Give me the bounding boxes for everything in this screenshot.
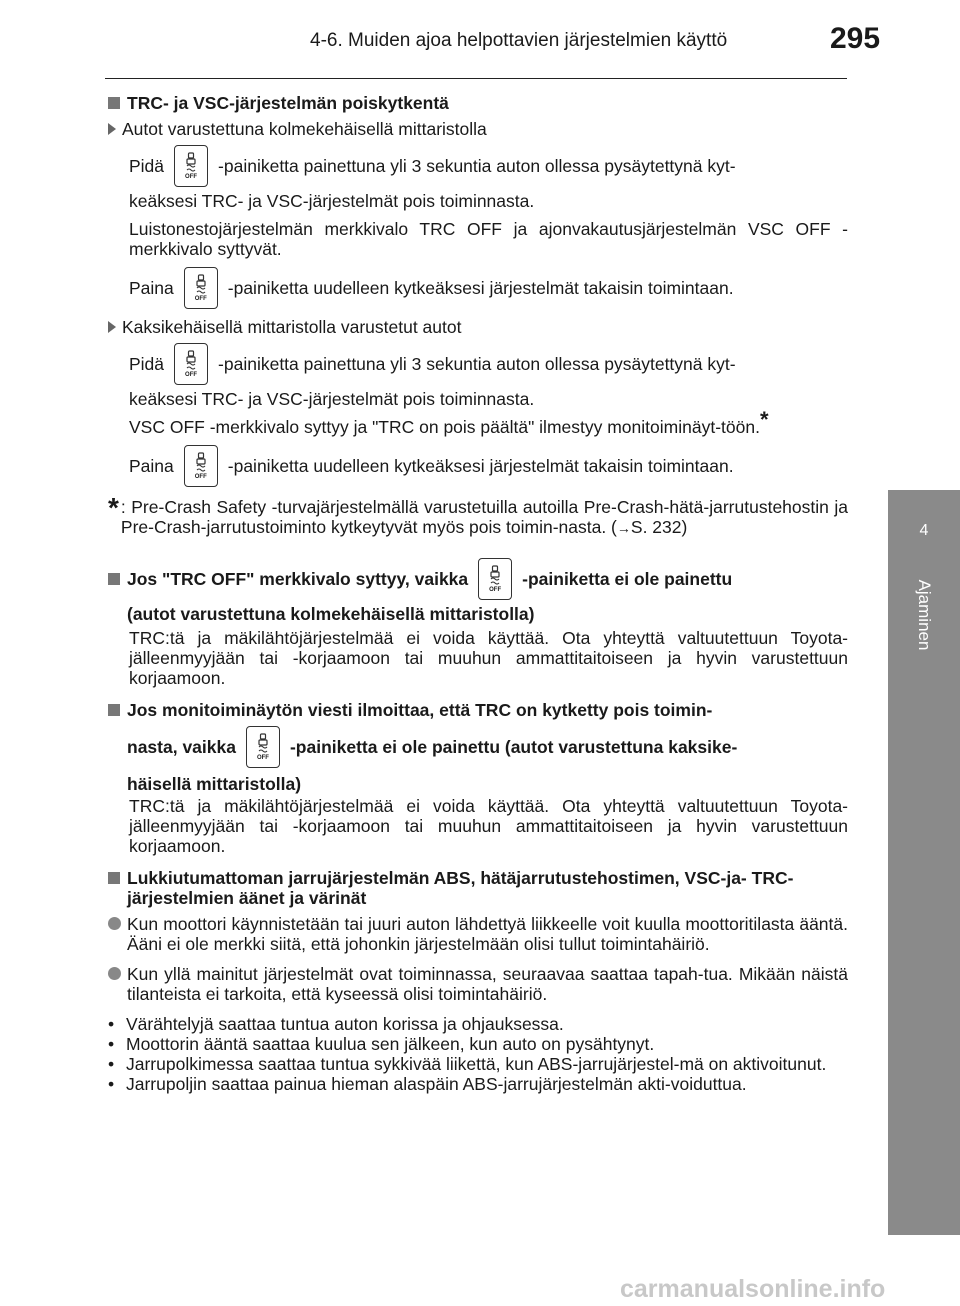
sub-heading-text: Kaksikehäisellä mittaristolla varustetut autot — [122, 317, 462, 337]
page-number: 295 — [830, 22, 881, 55]
list-item-text: Värähtelyjä saattaa tuntua auton korissa ja ohjauksessa. — [126, 1014, 564, 1034]
section-heading-continued: häisellä mittaristolla) — [127, 774, 302, 794]
header-title: 4-6. Muiden ajoa helpottavien järjestelmien käyttö — [310, 30, 728, 51]
bullet-text: Kun yllä mainitut järjestelmät ovat toiminnassa, seuraavaa saattaa tapah-tua. Mikään näistä tilanteista ei tarkoita, että kyseessä olisi toimintahäiriö. — [127, 964, 848, 1004]
indicator-description-text: VSC OFF -merkkivalo syttyy ja "TRC on pois päältä" ilmestyy monitoiminäyt-töön. — [129, 417, 760, 437]
section-heading-text: nasta, vaikka — [127, 737, 236, 757]
off-label: OFF — [185, 173, 198, 180]
list-item-text: Moottorin ääntä saattaa kuulua sen jälkeen, kun auto on pysähtynyt. — [126, 1034, 655, 1054]
instruction-line — [129, 145, 848, 187]
instruction-text: Pidä — [129, 354, 165, 374]
list-item-text: Jarrupolkimessa saattaa tuntua sykkivää liikettä, kun ABS-jarrujärjestel-mä on aktivoitunut. — [126, 1054, 827, 1074]
off-label: OFF — [194, 473, 207, 480]
footnote — [108, 492, 848, 538]
instruction-text: Pidä — [129, 156, 165, 176]
section-heading-text: Jos "TRC OFF" merkkivalo syttyy, vaikka — [127, 569, 469, 589]
section-heading-text: TRC- ja VSC-järjestelmän poiskytkentä — [127, 93, 449, 113]
indicator-description — [129, 407, 848, 437]
instruction-text: -painiketta painettuna yli 3 sekuntia auton ollessa pysäytettynä kyt- — [218, 354, 736, 374]
trc-off-button-icon — [478, 558, 512, 600]
content — [108, 93, 848, 1094]
instruction-text: Paina — [129, 278, 174, 298]
circle-bullet-icon — [108, 967, 121, 980]
triangle-bullet-icon — [108, 123, 116, 135]
trc-off-button-icon — [174, 145, 208, 187]
off-label: OFF — [256, 754, 269, 761]
footnote-text — [121, 497, 848, 538]
square-bullet-icon — [108, 704, 120, 716]
effects-list — [108, 1014, 848, 1094]
section-heading — [108, 93, 848, 113]
instruction-text: -painiketta painettuna yli 3 sekuntia auton ollessa pysäytettynä kyt- — [218, 156, 736, 176]
list-item: • Moottorin ääntä saattaa kuulua sen jälkeen, kun auto on pysähtynyt. — [108, 1034, 655, 1054]
instruction-line — [129, 445, 848, 487]
circle-bullet-icon — [108, 917, 121, 930]
bullet-item — [108, 964, 848, 1004]
instruction-line — [129, 343, 848, 385]
footnote-body: : Pre-Crash Safety -turvajärjestelmällä varustetuilla autoilla Pre-Crash-hätä-jarrutustehostin ja Pre-Crash-jarrutustoiminto kytkeytyvät myös pois toimin-nasta. ( — [120, 497, 848, 537]
square-bullet-icon — [108, 573, 120, 585]
chapter-label: Ajaminen — [915, 579, 934, 651]
off-label: OFF — [194, 295, 207, 302]
section-heading — [108, 558, 848, 600]
instruction-text: -painiketta uudelleen kytkeäksesi järjestelmät takaisin toimintaan. — [227, 278, 734, 298]
section-heading — [108, 700, 848, 720]
trc-off-button-icon — [174, 343, 208, 385]
square-bullet-icon — [108, 872, 120, 884]
indicator-description: Luistonestojärjestelmän merkkivalo TRC OFF ja ajonvakautusjärjestelmän VSC OFF -merkkivalo syttyvät. — [129, 219, 848, 259]
list-item-text: Jarrupoljin saattaa painua hieman alaspäin ABS-jarrujärjestelmän akti-voiduttua. — [126, 1074, 747, 1094]
sub-heading — [108, 119, 848, 139]
arrow-right-icon: → — [616, 520, 631, 536]
section-heading-text: Jos monitoiminäytön viesti ilmoittaa, että TRC on kytketty pois toimin- — [127, 700, 713, 720]
instruction-continued: keäksesi TRC- ja VSC-järjestelmät pois toiminnasta. — [129, 389, 535, 409]
section-heading-text: -painiketta ei ole painettu (autot varustettuna kaksike- — [289, 737, 738, 757]
section-heading — [108, 868, 848, 908]
footnote-marker: * — [759, 407, 769, 432]
watermark: carmanualsonline.info — [620, 1275, 886, 1303]
triangle-bullet-icon — [108, 321, 116, 333]
off-label: OFF — [489, 586, 502, 593]
instruction-text: -painiketta uudelleen kytkeäksesi järjestelmät takaisin toimintaan. — [227, 456, 734, 476]
section-body: TRC:tä ja mäkilähtöjärjestelmää ei voida käyttää. Ota yhteyttä valtuutettuun Toyota-jälleenmyyjään tai -korjaamoon tai muuhun ammattitaitoiseen ja hyvin varustettuun korjaamoon. — [129, 628, 848, 688]
off-label: OFF — [185, 371, 198, 378]
trc-off-button-icon — [184, 267, 218, 309]
list-item: • Jarrupoljin saattaa painua hieman alaspäin ABS-jarrujärjestelmän akti-voiduttua. — [108, 1074, 747, 1094]
chapter-tab — [888, 490, 960, 1235]
list-item: • Värähtelyjä saattaa tuntua auton korissa ja ohjauksessa. — [108, 1014, 564, 1034]
section-body: TRC:tä ja mäkilähtöjärjestelmää ei voida käyttää. Ota yhteyttä valtuutettuun Toyota-jälleenmyyjään tai -korjaamoon tai muuhun ammattitaitoiseen ja hyvin varustettuun korjaamoon. — [129, 796, 848, 856]
instruction-line — [129, 267, 848, 309]
list-item: • Jarrupolkimessa saattaa tuntua sykkivää liikettä, kun ABS-jarrujärjestel-mä on aktivoitunut. — [108, 1054, 827, 1074]
instruction-continued: keäksesi TRC- ja VSC-järjestelmät pois toiminnasta. — [129, 191, 535, 211]
instruction-text: Paina — [129, 456, 174, 476]
sub-heading-text: Autot varustettuna kolmekehäisellä mittaristolla — [122, 119, 487, 139]
section-heading-text: -painiketta ei ole painettu — [522, 569, 733, 589]
section-heading-continued — [127, 726, 848, 768]
trc-off-button-icon — [246, 726, 280, 768]
square-bullet-icon — [108, 97, 120, 109]
trc-off-button-icon — [184, 445, 218, 487]
chapter-number: 4 — [919, 522, 929, 539]
bullet-item — [108, 914, 848, 954]
bullet-text: Kun moottori käynnistetään tai juuri auton lähdettyä liikkeelle voit kuulla moottoritilasta ääntä. Ääni ei ole merkki siitä, että johonkin järjestelmään olisi tullut toimintahäiriö. — [127, 914, 848, 954]
page-reference: S. 232) — [630, 517, 688, 537]
sub-heading — [108, 317, 848, 337]
section-heading-text: Lukkiutumattoman jarrujärjestelmän ABS, hätäjarrutustehostimen, VSC-ja- TRC-järjestelmien äänet ja värinät — [127, 868, 794, 908]
section-heading-continued: (autot varustettuna kolmekehäisellä mittaristolla) — [127, 604, 535, 624]
footnote-marker: * — [108, 492, 119, 523]
header-rule — [105, 78, 847, 79]
